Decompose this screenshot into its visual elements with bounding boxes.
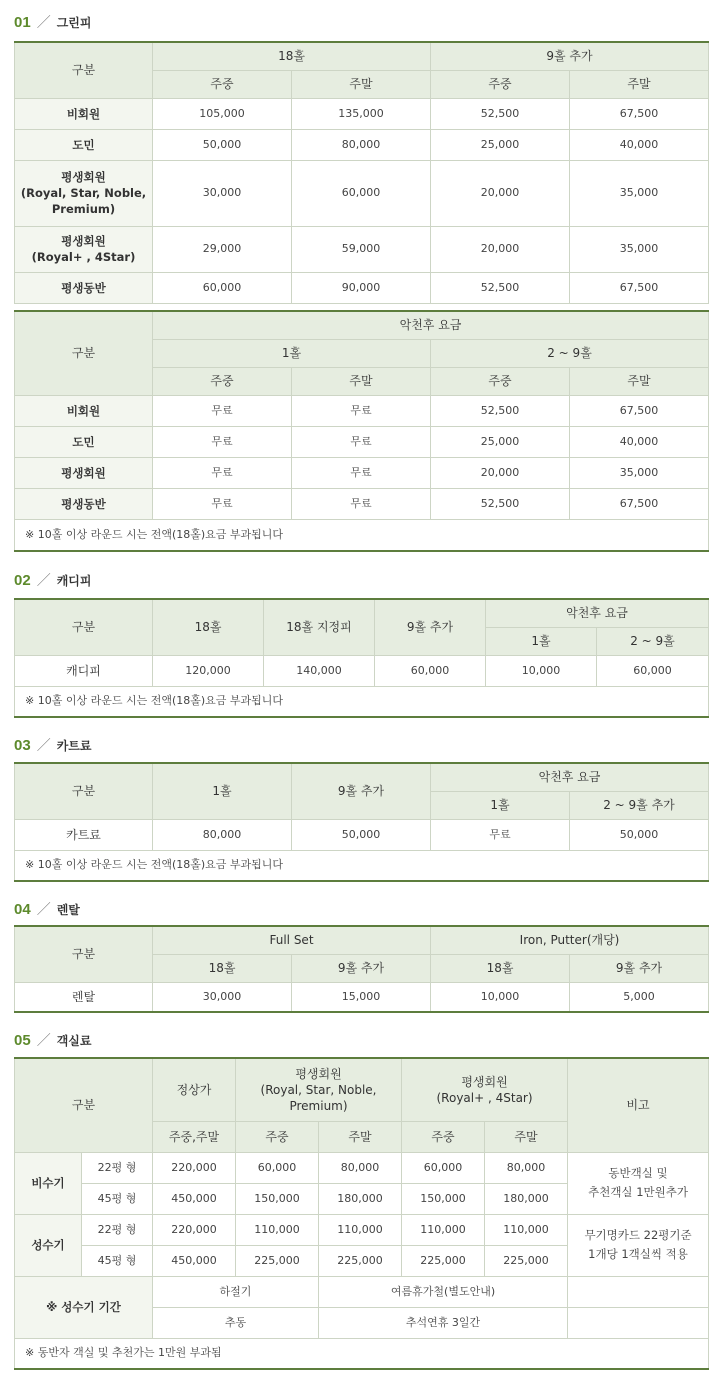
header-weekday: 주중	[431, 70, 570, 98]
row-label: 평생동반	[15, 272, 153, 303]
row-label: 도민	[15, 426, 153, 457]
caddie-fee-table	[14, 598, 708, 718]
cell: 110,000	[485, 1214, 568, 1245]
cell: 450,000	[153, 1245, 236, 1276]
row-label: 평생회원 (Royal, Star, Noble, Premium)	[15, 160, 153, 226]
table-row	[15, 160, 709, 226]
cell: 67,500	[570, 272, 709, 303]
cell: 140,000	[264, 655, 375, 686]
section-number: 02	[14, 571, 31, 589]
cell: 225,000	[402, 1245, 485, 1276]
header-weekday: 주중	[402, 1121, 485, 1152]
row-label: 카트료	[15, 819, 153, 850]
table-note: ※ 10홀 이상 라운드 시는 전액(18홀)요금 부과됩니다	[15, 519, 709, 551]
table-row	[15, 1276, 709, 1307]
section-title-room-fee	[14, 1030, 91, 1050]
header-weekend: 주말	[570, 70, 709, 98]
cell: 450,000	[153, 1183, 236, 1214]
section-title-green-fee	[14, 12, 91, 32]
header-weekday: 주중	[153, 367, 292, 395]
rental-table	[14, 925, 708, 1013]
slash-divider: ／	[36, 737, 51, 753]
period-name: 하절기	[153, 1276, 319, 1307]
cell: 무료	[153, 488, 292, 519]
section-number: 04	[14, 900, 31, 918]
season-label-off: 비수기	[15, 1152, 82, 1214]
section-name: 카트료	[56, 738, 92, 753]
header-gubun: 구분	[15, 1058, 153, 1152]
header-bad-weather: 악천후 요금	[153, 311, 709, 339]
cell: 15,000	[292, 982, 431, 1012]
header-gubun: 구분	[15, 42, 153, 98]
period-name: 추동	[153, 1307, 319, 1338]
header-gubun: 구분	[15, 763, 153, 819]
header-9hole-add: 9홀 추가	[292, 763, 431, 819]
room-type: 22평 형	[82, 1152, 153, 1183]
header-18hole: 18홀	[153, 599, 264, 655]
cell: 40,000	[570, 426, 709, 457]
cell: 무료	[153, 395, 292, 426]
cell: 무료	[292, 488, 431, 519]
cell: 50,000	[570, 819, 709, 850]
table-note: ※ 10홀 이상 라운드 시는 전액(18홀)요금 부과됩니다	[15, 686, 709, 717]
remark-off-season: 동반객실 및 추천객실 1만원추가	[568, 1152, 709, 1214]
slash-divider: ／	[36, 572, 51, 588]
cell: 60,000	[292, 160, 431, 226]
cell: 80,000	[292, 129, 431, 160]
header-member-royal-plus: 평생회원 (Royal+ , 4Star)	[402, 1058, 568, 1121]
cell: 110,000	[236, 1214, 319, 1245]
cell: 20,000	[431, 160, 570, 226]
period-desc: 여름휴가철(별도안내)	[319, 1276, 568, 1307]
green-fee-bad-weather-table	[14, 310, 708, 552]
cell: 29,000	[153, 226, 292, 272]
header-member-royal: 평생회원 (Royal, Star, Noble, Premium)	[236, 1058, 402, 1121]
cell: 50,000	[292, 819, 431, 850]
header-full-set: Full Set	[153, 926, 431, 954]
room-type: 22평 형	[82, 1214, 153, 1245]
section-name: 객실료	[56, 1033, 92, 1048]
header-weekday: 주중	[236, 1121, 319, 1152]
row-label: 평생회원	[15, 457, 153, 488]
cell: 60,000	[375, 655, 486, 686]
row-label: 렌탈	[15, 982, 153, 1012]
cell	[568, 1307, 709, 1338]
table-row	[15, 819, 709, 850]
cell: 52,500	[431, 488, 570, 519]
header-bad-weather: 악천후 요금	[486, 599, 709, 627]
header-weekend: 주말	[485, 1121, 568, 1152]
room-fee-table	[14, 1057, 708, 1370]
header-9hole-add: 9홀 추가	[570, 954, 709, 982]
table-row	[15, 488, 709, 519]
row-label: 평생동반	[15, 488, 153, 519]
header-9hole-add: 9홀 추가	[292, 954, 431, 982]
table-row	[15, 226, 709, 272]
header-1hole: 1홀	[486, 627, 597, 655]
cell: 무료	[153, 457, 292, 488]
cell: 80,000	[153, 819, 292, 850]
cell: 225,000	[319, 1245, 402, 1276]
cell: 25,000	[431, 129, 570, 160]
row-label: 도민	[15, 129, 153, 160]
table-note: ※ 10홀 이상 라운드 시는 전액(18홀)요금 부과됩니다	[15, 850, 709, 881]
header-18hole-designated: 18홀 지정피	[264, 599, 375, 655]
header-1hole: 1홀	[153, 339, 431, 367]
cell: 80,000	[319, 1152, 402, 1183]
table-row	[15, 1152, 709, 1183]
cell: 무료	[292, 395, 431, 426]
row-label: 비회원	[15, 98, 153, 129]
cell: 5,000	[570, 982, 709, 1012]
cell: 10,000	[431, 982, 570, 1012]
cell: 20,000	[431, 457, 570, 488]
room-type: 45평 형	[82, 1245, 153, 1276]
header-18hole: 18홀	[153, 42, 431, 70]
header-gubun: 구분	[15, 599, 153, 655]
header-2-9hole: 2 ~ 9홀	[597, 627, 709, 655]
cell: 60,000	[236, 1152, 319, 1183]
section-number: 01	[14, 13, 31, 31]
cell: 35,000	[570, 457, 709, 488]
cell: 225,000	[485, 1245, 568, 1276]
cell: 30,000	[153, 160, 292, 226]
table-row	[15, 426, 709, 457]
peak-period-label: ※ 성수기 기간	[15, 1276, 153, 1338]
row-label: 캐디피	[15, 655, 153, 686]
header-bad-weather: 악천후 요금	[431, 763, 709, 791]
cell: 225,000	[236, 1245, 319, 1276]
slash-divider: ／	[36, 14, 51, 30]
header-weekend: 주말	[319, 1121, 402, 1152]
slash-divider: ／	[36, 1032, 51, 1048]
cell: 90,000	[292, 272, 431, 303]
cell: 무료	[292, 426, 431, 457]
section-name: 캐디피	[56, 573, 92, 588]
section-title-caddie-fee	[14, 570, 91, 590]
header-gubun: 구분	[15, 311, 153, 395]
header-weekend: 주말	[292, 70, 431, 98]
cell: 180,000	[319, 1183, 402, 1214]
cell: 35,000	[570, 226, 709, 272]
cell: 180,000	[485, 1183, 568, 1214]
header-weekend: 주말	[570, 367, 709, 395]
cell: 67,500	[570, 98, 709, 129]
table-row	[15, 457, 709, 488]
cell: 무료	[431, 819, 570, 850]
table-row	[15, 129, 709, 160]
cell: 20,000	[431, 226, 570, 272]
header-18hole: 18홀	[431, 954, 570, 982]
section-number: 03	[14, 736, 31, 754]
cell: 110,000	[319, 1214, 402, 1245]
cell: 60,000	[153, 272, 292, 303]
slash-divider: ／	[36, 901, 51, 917]
header-remark: 비고	[568, 1058, 709, 1152]
cell: 120,000	[153, 655, 264, 686]
cell: 59,000	[292, 226, 431, 272]
section-name: 그린피	[56, 15, 92, 30]
header-weekend: 주말	[292, 367, 431, 395]
cell: 무료	[153, 426, 292, 457]
cell: 60,000	[402, 1152, 485, 1183]
season-label-peak: 성수기	[15, 1214, 82, 1276]
cell: 105,000	[153, 98, 292, 129]
table-row	[15, 395, 709, 426]
header-18hole: 18홀	[153, 954, 292, 982]
cell: 220,000	[153, 1214, 236, 1245]
header-9hole-add: 9홀 추가	[375, 599, 486, 655]
cell: 60,000	[597, 655, 709, 686]
period-desc: 추석연휴 3일간	[319, 1307, 568, 1338]
cell: 52,500	[431, 272, 570, 303]
header-iron-putter: Iron, Putter(개당)	[431, 926, 709, 954]
cell: 52,500	[431, 395, 570, 426]
table-row	[15, 98, 709, 129]
header-9hole-add: 9홀 추가	[431, 42, 709, 70]
room-type: 45평 형	[82, 1183, 153, 1214]
cell: 52,500	[431, 98, 570, 129]
header-normal-price: 정상가	[153, 1058, 236, 1121]
cell: 220,000	[153, 1152, 236, 1183]
section-number: 05	[14, 1031, 31, 1049]
header-weekday: 주중	[153, 70, 292, 98]
cart-fee-table	[14, 762, 708, 882]
row-label: 비회원	[15, 395, 153, 426]
section-title-rental	[14, 899, 80, 919]
table-row	[15, 272, 709, 303]
table-row	[15, 1214, 709, 1245]
remark-peak-season: 무기명카드 22평기준 1개당 1객실씩 적용	[568, 1214, 709, 1276]
header-2-9hole-add: 2 ~ 9홀 추가	[570, 791, 709, 819]
cell: 30,000	[153, 982, 292, 1012]
table-row	[15, 982, 709, 1012]
cell: 80,000	[485, 1152, 568, 1183]
header-2-9hole: 2 ~ 9홀	[431, 339, 709, 367]
row-label: 평생회원 (Royal+ , 4Star)	[15, 226, 153, 272]
section-name: 렌탈	[56, 902, 80, 917]
table-note: ※ 동반자 객실 및 추천가는 1만원 부과됨	[15, 1338, 709, 1369]
cell: 25,000	[431, 426, 570, 457]
header-1hole: 1홀	[153, 763, 292, 819]
green-fee-table	[14, 41, 708, 304]
cell: 35,000	[570, 160, 709, 226]
cell: 150,000	[402, 1183, 485, 1214]
cell: 40,000	[570, 129, 709, 160]
table-row	[15, 655, 709, 686]
header-weekday-weekend: 주중,주말	[153, 1121, 236, 1152]
cell: 10,000	[486, 655, 597, 686]
header-1hole: 1홀	[431, 791, 570, 819]
cell: 135,000	[292, 98, 431, 129]
cell: 67,500	[570, 395, 709, 426]
header-weekday: 주중	[431, 367, 570, 395]
section-title-cart-fee	[14, 735, 91, 755]
cell: 150,000	[236, 1183, 319, 1214]
header-gubun: 구분	[15, 926, 153, 982]
cell: 50,000	[153, 129, 292, 160]
cell: 무료	[292, 457, 431, 488]
cell: 110,000	[402, 1214, 485, 1245]
cell	[568, 1276, 709, 1307]
cell: 67,500	[570, 488, 709, 519]
